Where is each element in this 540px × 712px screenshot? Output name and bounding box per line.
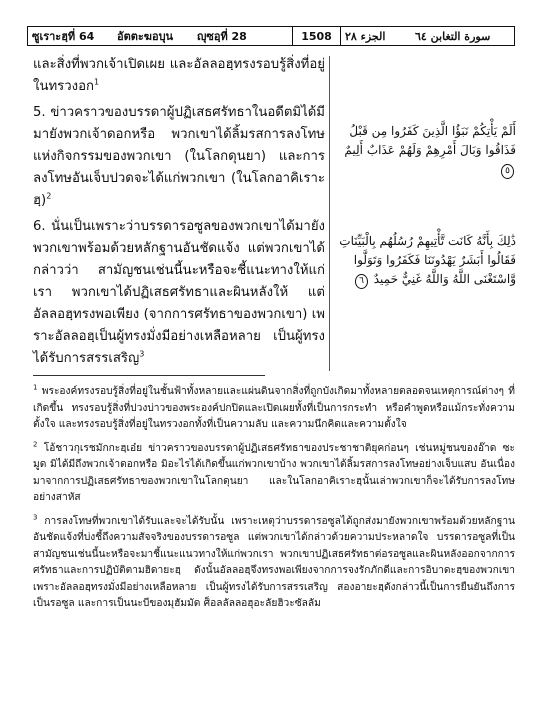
arabic-verse-5: أَلَمْ يَأْتِكُمْ نَبَؤُا الَّذِينَ كَفَرُوا مِن قَبْلُ فَذَاقُوا وَبَالَ أَمْرِهِمْ وَلَهُمْ عَذَابٌ أَلِيمٌ ٥ (336, 122, 516, 179)
juz-number-thai: ญุซอฺที่ 28 (193, 27, 293, 45)
verse-6: 6. นั่นเป็นเพราะว่าบรรดารอซูลของพวกเขาได้มายังพวกเขาพร้อมด้วยหลักฐานอันชัดแจ้ง แต่พวกเขาได้กล่าวว่า สามัญชนเช่นนี้นะหรือจะชี้แนะทางให้แก่เรา พวกเขาได้ปฏิเสธศรัทธาและผินหลังให้ แต่อัลลอฮฺทรงพอเพียง (จากการศรัทธาของพวกเขา) เพราะอัลลอฮฺเป็นผู้ทรงมั่งมีอย่างเหลือหลาย เป็นผู้ทรงได้รับการสรรเสริญ$^3$ (33, 219, 325, 366)
page-number: 1508 (293, 27, 341, 45)
footnote-3: $^3$ การลงโทษที่พวกเขาได้รับและจะได้รับนั้น เพราะเหตุว่าบรรดารอซูลได้ถูกส่งมายังพวกเขาพร้อมด้วยหลักฐานอันชัดแจ้งที่บ่งชี้ถึงความสัจจริงของบรรดารอซูล แต่พวกเขาได้กล่าวด้วยความประหลาดใจ บรรดารอซูลที่เป็นสามัญชนเช่นนี้นะหรือจะมาชี้แนะแนวทางให้แก่พวกเรา พวกเขาปฏิเสธศรัทธาต่อรอซูลและผินหลังออกจากการศรัทธาและการปฏิบัติตามฮิดายะฮฺ ดังนั้นอัลลอฮฺจึงทรงพอเพียงจากการจงรักภักดีและการอิบาดะฮฺของพวกเขา เพราะอัลลอฮฺทรงมั่งมีอย่างเหลือหลาย เป็นผู้ทรงได้รับการสรรเสริญ สองอายะฮฺดังกล่าวนี้เป็นการยืนยันถึงการเป็นรอซูล และการเป็นนะบีของมุฮัมมัด ศ็อลลัลลอฮุอะลัยฮิวะซัลลัม (33, 513, 515, 609)
translation-column (33, 54, 325, 374)
arabic-verse-6: ذَٰلِكَ بِأَنَّهُ كَانَت تَّأْتِيهِمْ رُسُلُهُم بِالْبَيِّنَاتِ فَقَالُوا أَبَشَرٌ يَهْدُونَنَا فَكَفَرُوا وَتَوَلَّوا وَّاسْتَغْنَى اللَّهُ وَاللَّهُ غَنِيٌّ حَمِيدٌ ٦ (336, 232, 516, 289)
juz-number-arabic: الجزء ٢٨ (345, 29, 386, 43)
sura-name-thai: อัตตะฆอบุน (117, 30, 174, 43)
page-header (27, 26, 515, 46)
footnote-divider (33, 375, 265, 376)
verse-5: 5. ข่าวคราวของบรรดาผู้ปฏิเสธศรัทธาในอดีตมิได้มีมายังพวกเจ้าดอกหรือ พวกเขาได้ลิ้มรสการลงโทษแห่งกิจกรรมของพวกเขา (ในโลกดุนยา) และการลงโทษอันเจ็บปวดจะได้แก่พวกเขา (ในโลกอาคิเราะฮฺ)$^2$ (33, 105, 325, 208)
verse-number-marker: ٥ (501, 164, 514, 179)
sura-name-arabic: سورة التغابن ٦٤ (415, 29, 491, 43)
column-divider (329, 56, 330, 371)
footnote-ref-1[interactable]: 1 (93, 77, 100, 87)
verse-number-marker: ٦ (355, 274, 368, 289)
sura-number-thai: ซูเราะฮฺที่ 64 (32, 30, 95, 43)
verse-4-tail: และสิ่งที่พวกเจ้าเปิดเผย และอัลลอฮฺทรงรอบรู้สิ่งที่อยู่ในทรวงอก$^1$ (33, 57, 325, 94)
footnote-ref-3[interactable]: 3 (139, 349, 145, 359)
footnote-2: $^2$ โอ้ชาวกุเรชมักกะฮฺเอ๋ย ข่าวคราวของบรรดาผู้ปฏิเสธศรัทธาของประชาชาติยุคก่อนๆ เช่นหมู่ชนของอ๊าด ซะมูด มิได้มีถึงพวกเจ้าดอกหรือ มิอะไรได้เกิดขึ้นแก่พวกเขาบ้าง พวกเขาได้ลิ้มรสการลงโทษอย่างเจ็บแสบ อันเนื่องมาจากการปฏิเสธศรัทธาของพวกเขาในโลกดุนยา และในโลกอาคิเราะฮฺนั้นเล่าพวกเขาก็จะได้รับการลงโทษอย่างสาหัส (33, 440, 515, 503)
footnote-ref-2[interactable]: 2 (46, 191, 52, 201)
footnote-1: $^1$ พระองค์ทรงรอบรู้สิ่งที่อยู่ในชั้นฟ้าทั้งหลายและแผ่นดินจากสิ่งที่ถูกบังเกิดมาทั้งหลายตลอดจนเหตุการณ์ต่างๆ ที่เกิดขึ้น ทรงรอบรู้สิ่งที่ปวงบ่าวของพระองค์ปกปิดและเปิดเผยทั้งที่เป็นการกระทำ หรือคำพูดหรือแม้กระทั่งความตั้งใจ และทรงรอบรู้สิ่งที่อยู่ในทรวงอกทั้งที่เป็นความลับ และความนึกคิดและความตั้งใจ (33, 383, 515, 430)
footnotes (33, 384, 515, 620)
